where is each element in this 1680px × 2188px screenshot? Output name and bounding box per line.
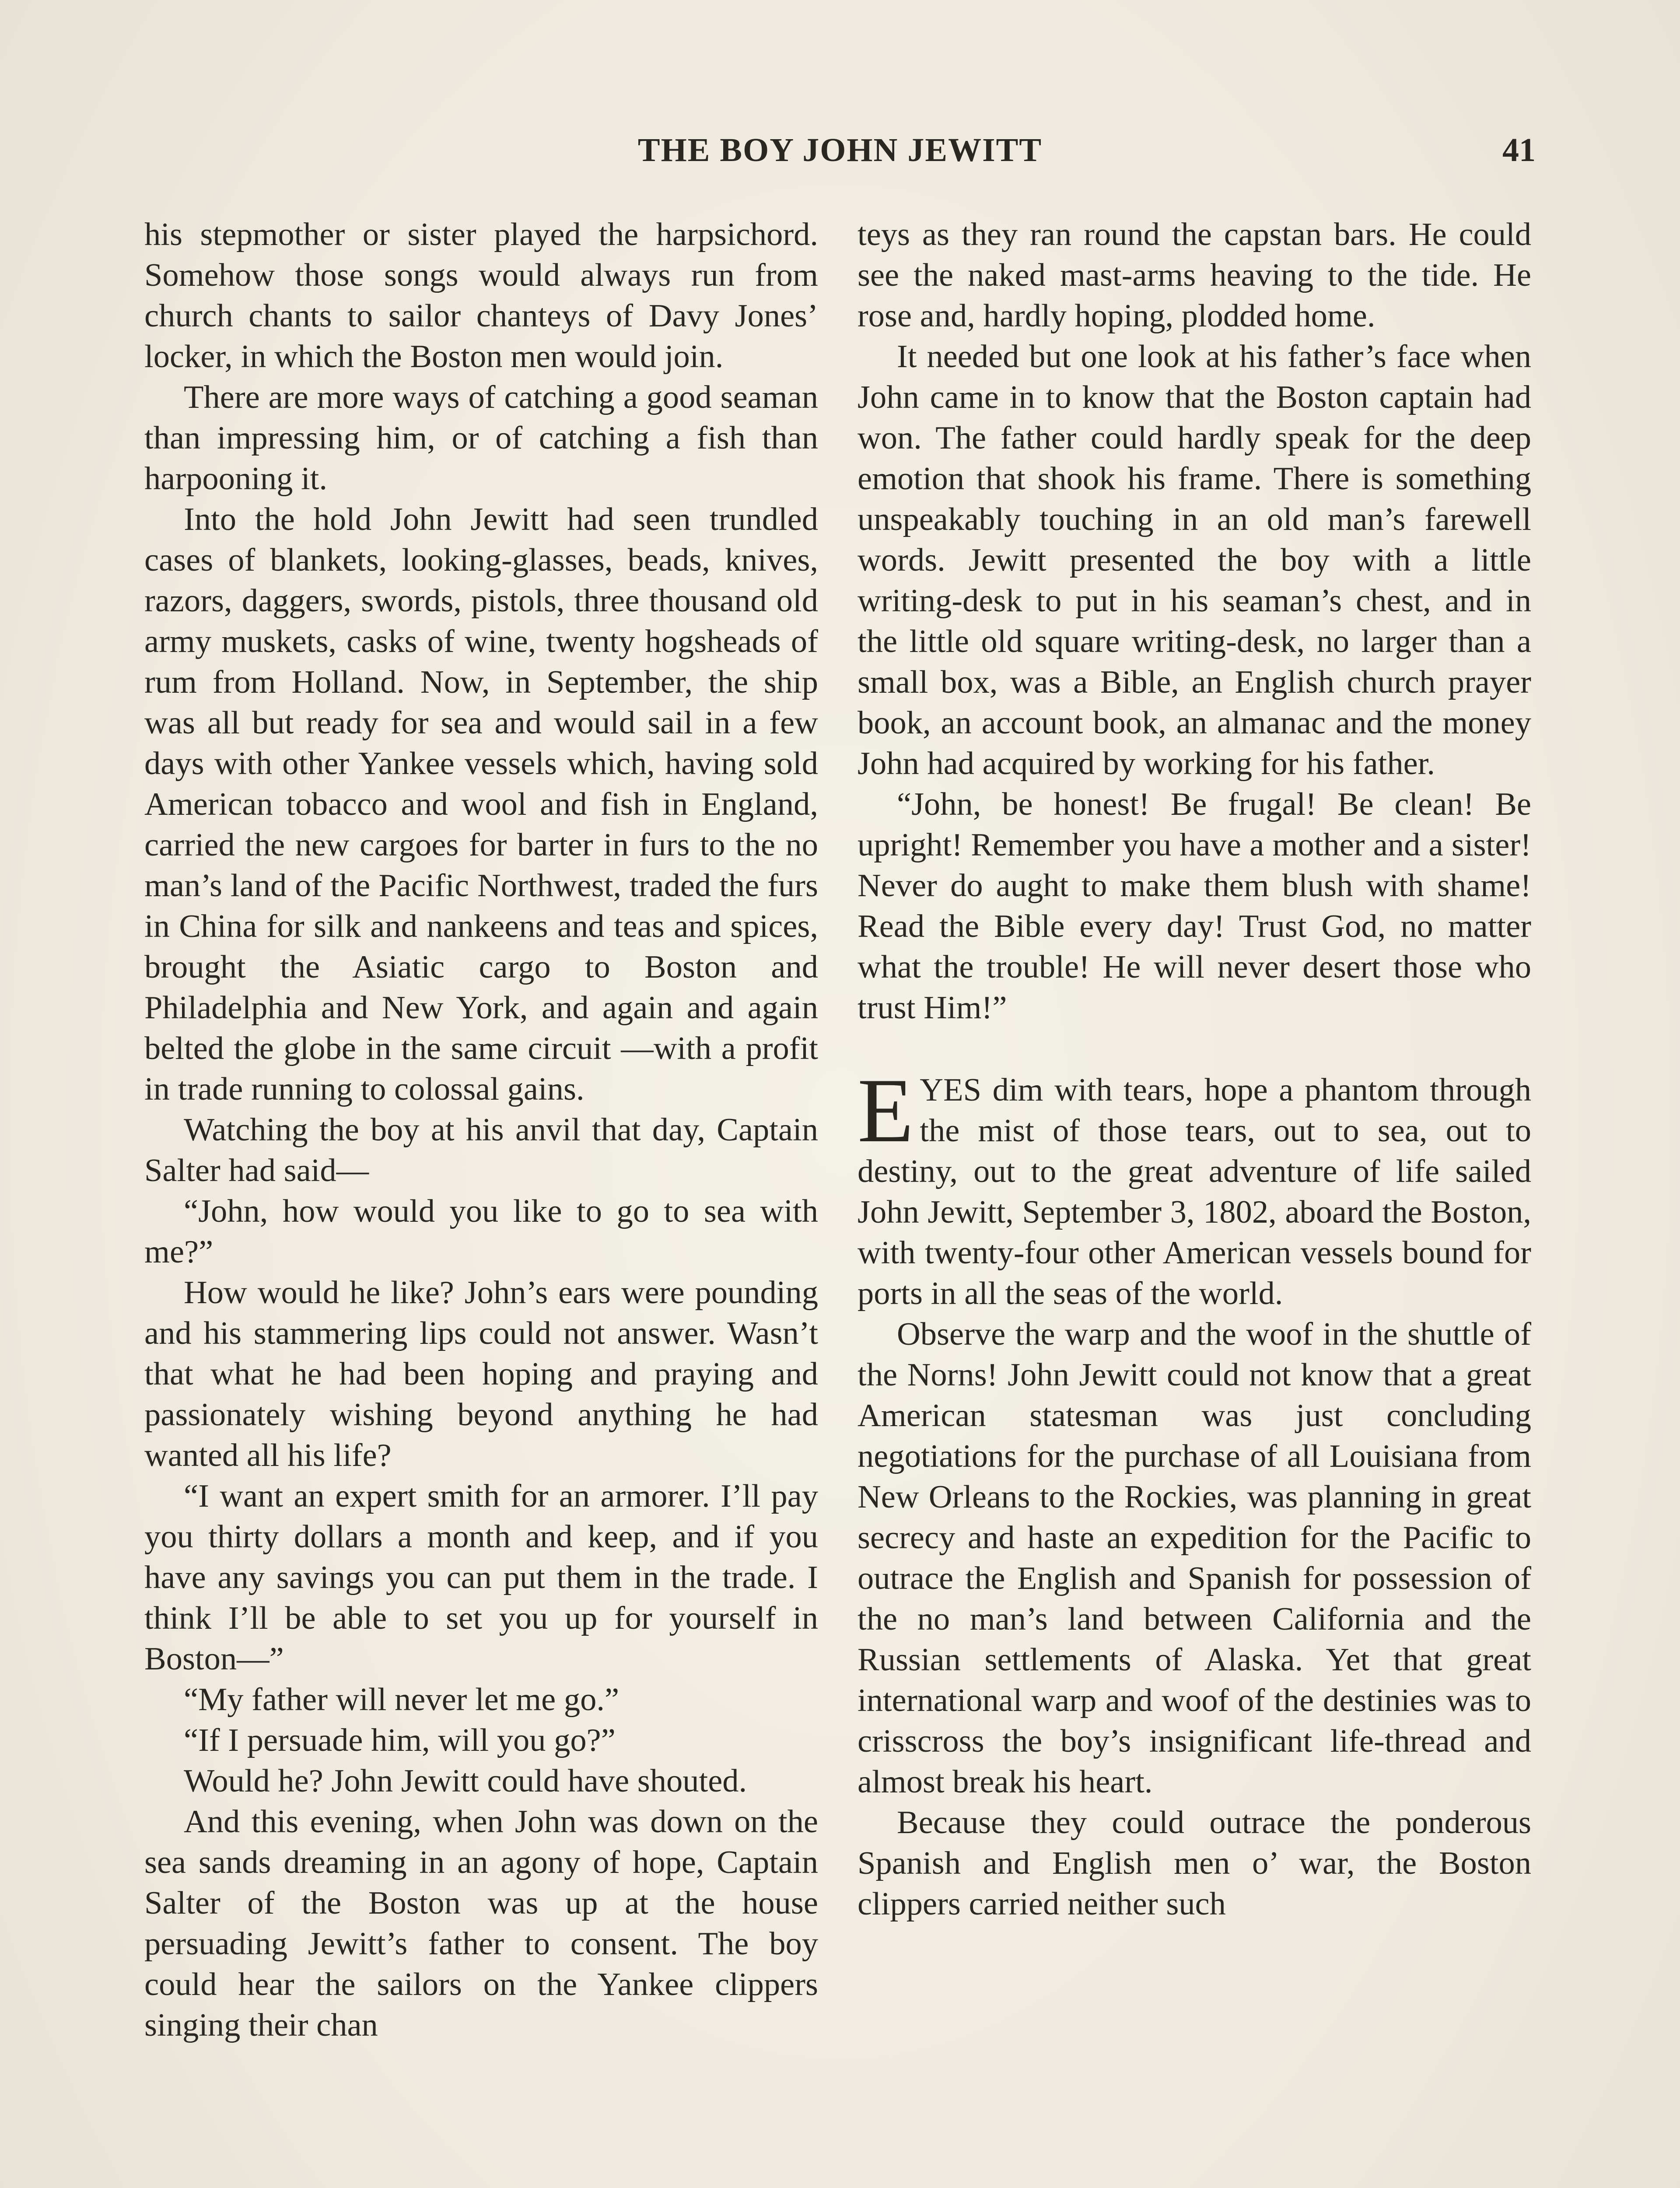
page-header: [144, 131, 1536, 179]
paragraph: “If I persuade him, will you go?”: [184, 1722, 616, 1758]
paragraph: “John, how would you like to go to sea with me?”: [144, 1193, 818, 1270]
paragraph: There are more ways of catching a good seaman than impressing him, or of catching a fish than harpooning it.: [144, 379, 818, 497]
paragraph: It needed but one look at his father’s face when John came in to know that the Boston captain had won. The father could hardly speak for the deep emotion that shook his frame. There is something unspeakably touching in an old man’s farewell words. Jewitt presented the boy with a little writing-desk to put in his seaman’s chest, and in the little old square writing-desk, no larger than a small box, was a Bible, an English church prayer book, an account book, an almanac and the money John had acquired by working for his father.: [858, 339, 1531, 782]
paragraph: Because they could outrace the ponderous Spanish and English men o’ war, the Boston clippers carried neither such: [858, 1805, 1531, 1922]
paragraph: his stepmother or sister played the harpsichord. Somehow those songs would always run from church chants to sailor chanteys of Davy Jones’ locker, in which the Boston men would join.: [144, 217, 818, 375]
section-start-paragraph: [858, 1060, 1531, 1314]
paragraph: Observe the warp and the woof in the shuttle of the Norns! John Jewitt could not know that a great American statesman was just concluding negotiations for the purchase of all Louisiana from New Orleans to the Rockies, was planning in great secrecy and haste an expedition for the Pacific to outrace the English and Spanish for possession of the no man’s land between California and the Russian settlements of Alaska. Yet that great international warp and woof of the destinies was to crisscross the boy’s insignificant life-thread and almost break his heart.: [858, 1316, 1531, 1800]
running-head: THE BOY JOHN JEWITT: [637, 132, 1043, 168]
left-column: [144, 214, 818, 2046]
paragraph: “My father will never let me go.”: [184, 1682, 620, 1718]
paragraph: Into the hold John Jewitt had seen trundled cases of blankets, looking-glasses, beads, knives, razors, daggers, swords, pistols, three thousand old army muskets, casks of wine, twenty hogsheads of rum from Holland. Now, in September, the ship was all but ready for sea and would sail in a few days with other Yankee vessels which, having sold American tobacco and wool and fish in England, carried the new cargoes for barter in furs to the no man’s land of the Pacific Northwest, traded the furs in China for silk and nankeens and teas and spices, brought the Asiatic cargo to Boston and Philadelphia and New York, and again and again belted the globe in the same circuit —with a profit in trade running to colossal gains.: [144, 501, 818, 1107]
paragraph: Watching the boy at his anvil that day, Captain Salter had said—: [144, 1112, 818, 1189]
paragraph: “John, be honest! Be frugal! Be clean! Be upright! Remember you have a mother and a sister! Never do aught to make them blush with shame! Read the Bible every day! Trust God, no matter what the trouble! He will never desert those who trust Him!”: [858, 786, 1531, 1026]
drop-cap: E: [858, 1060, 914, 1161]
page-number: 41: [1502, 132, 1536, 168]
paragraph: And this evening, when John was down on the sea sands dreaming in an agony of hope, Captain Salter of the Boston was up at the house persuading Jewitt’s father to consent. The boy could hear the sailors on the Yankee clippers singing their chan: [144, 1804, 818, 2043]
paragraph-text: YES dim with tears, hope a phantom through the mist of those tears, out to sea, out to destiny, out to the great adventure of life sailed John Jewitt, September 3, 1802, aboard the Boston, with twenty-four other American vessels bound for ports in all the seas of the world.: [858, 1072, 1531, 1311]
paragraph: Would he? John Jewitt could have shouted.: [184, 1763, 747, 1799]
paragraph: “I want an expert smith for an armorer. I’ll pay you thirty dollars a month and keep, and if you have any savings you can put them in the trade. I think I’ll be able to set you up for yourself in Boston—”: [144, 1478, 818, 1677]
paragraph: teys as they ran round the capstan bars. He could see the naked mast-arms heaving to the tide. He rose and, hardly hoping, plodded home.: [858, 217, 1531, 334]
paragraph: How would he like? John’s ears were pounding and his stammering lips could not answer. Wasn’t that what he had been hoping and praying and passionately wishing beyond anything he had wanted all his life?: [144, 1275, 818, 1473]
right-column: [858, 214, 1531, 1925]
